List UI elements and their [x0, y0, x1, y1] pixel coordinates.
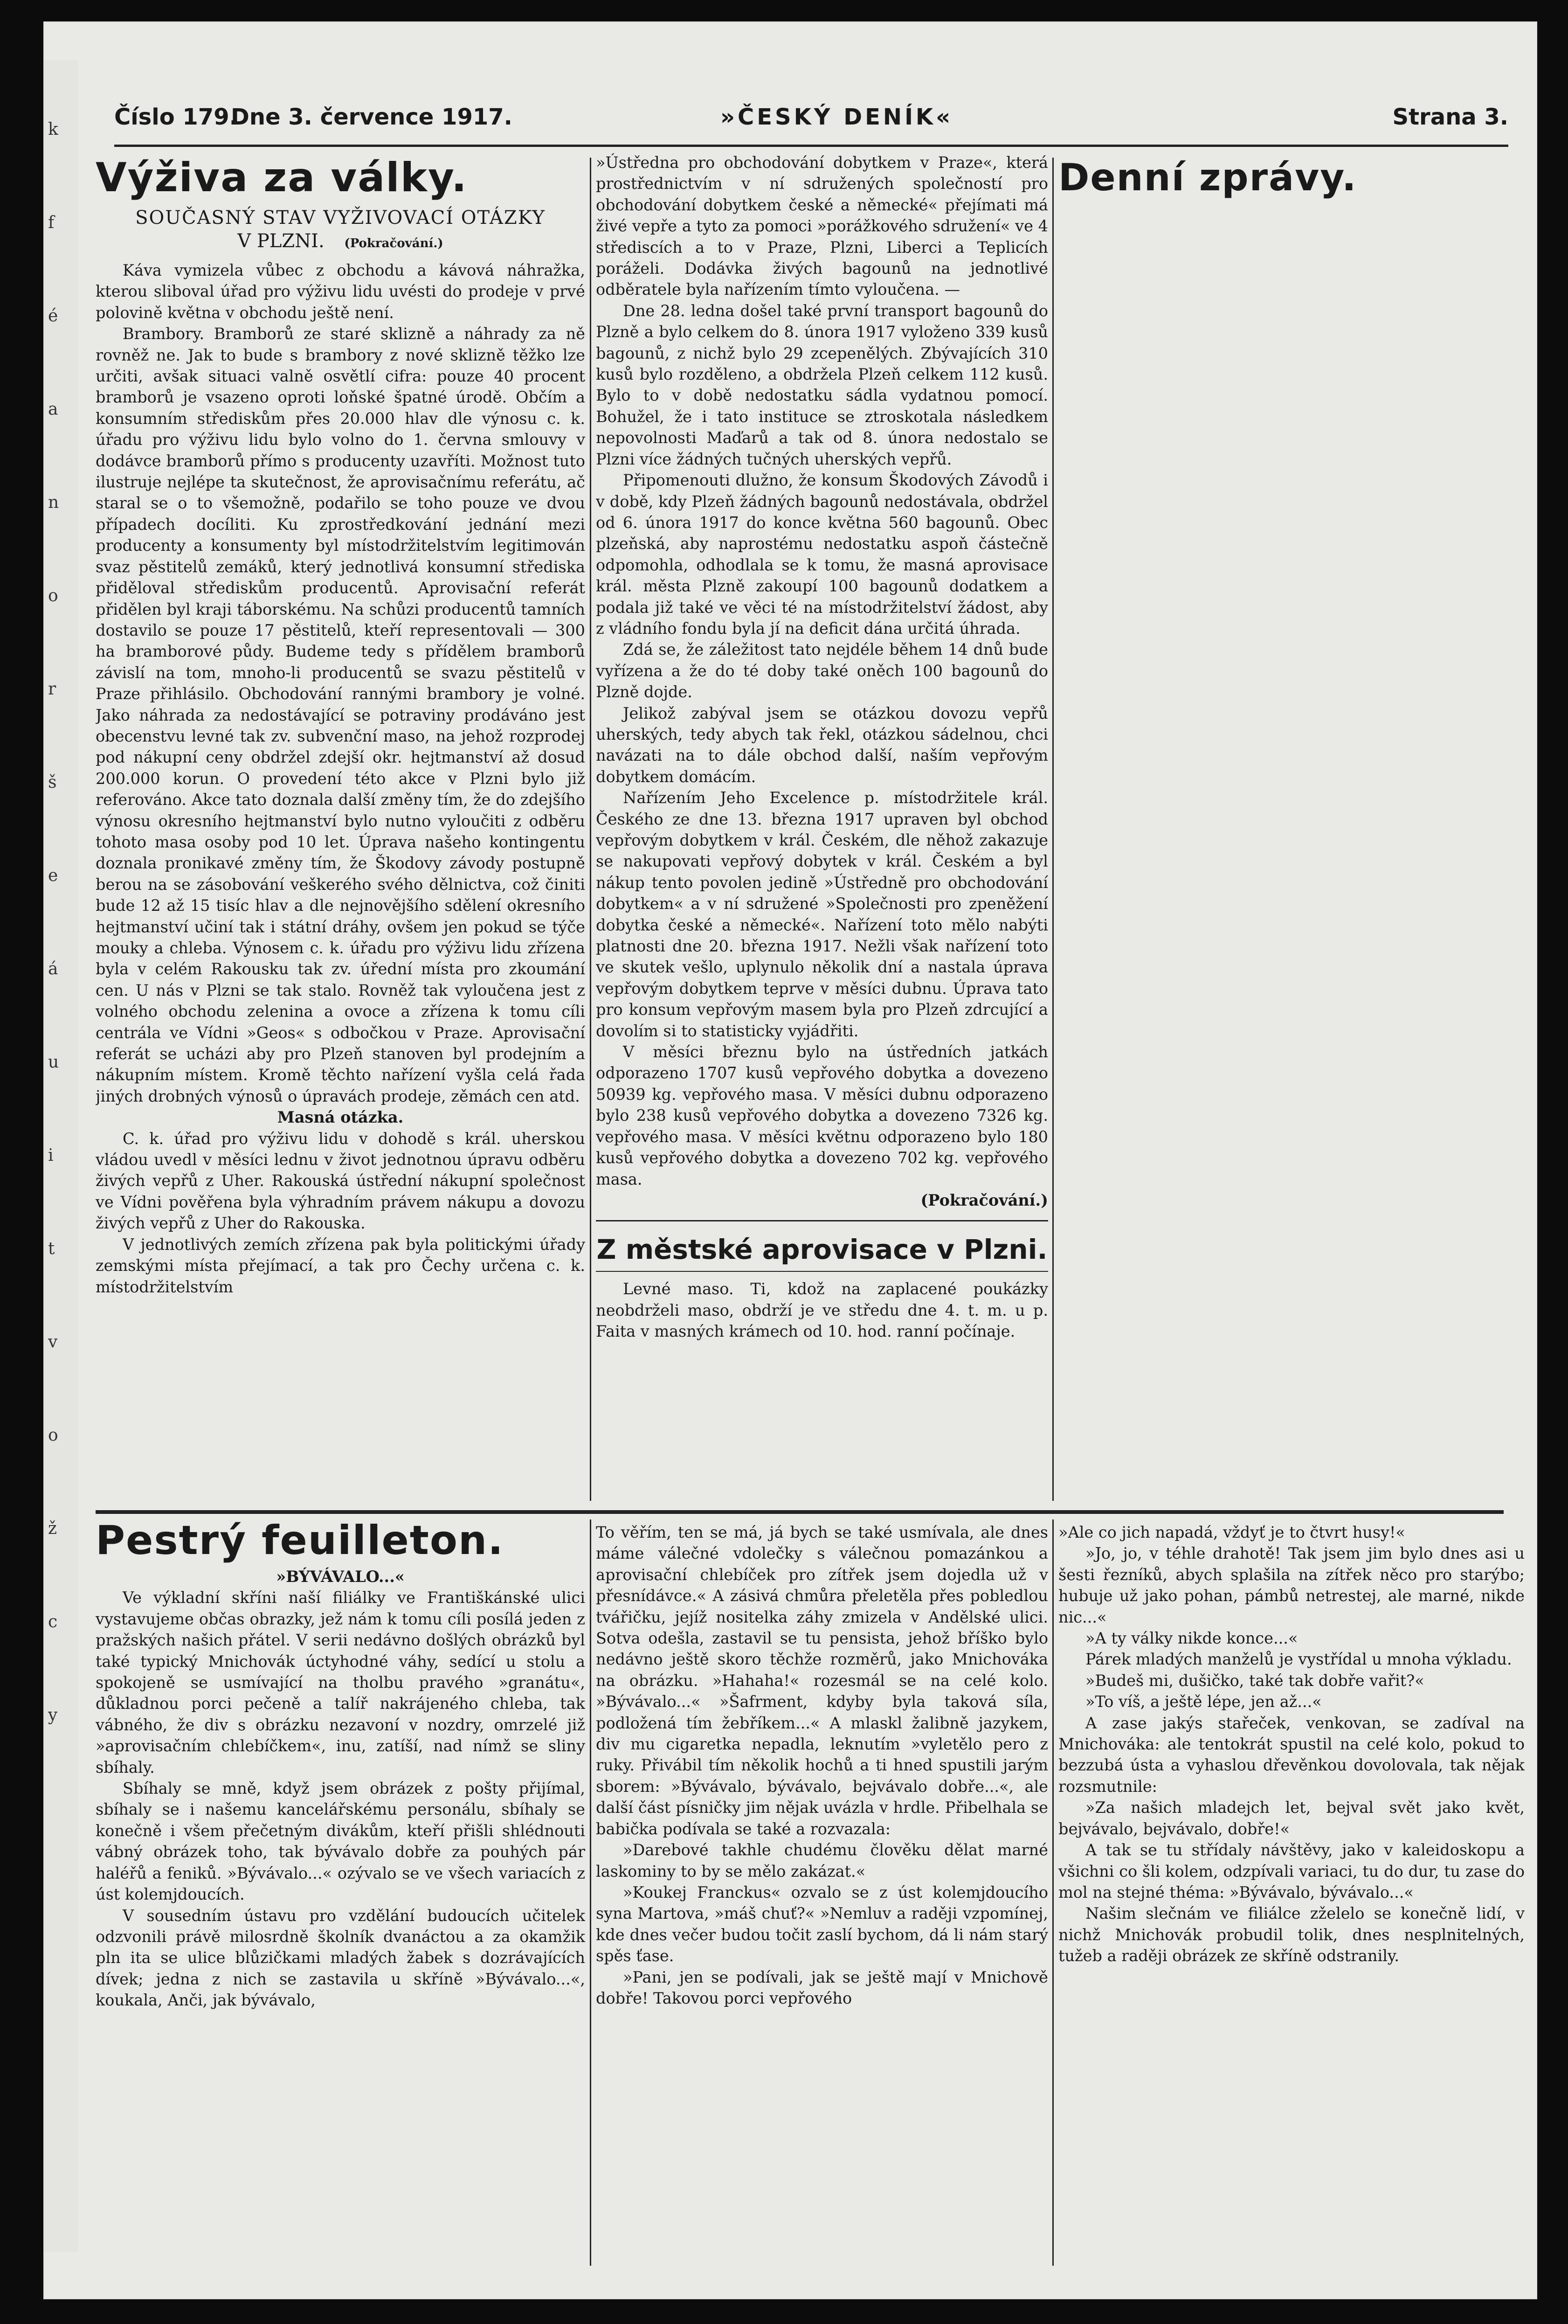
feuilleton-paragraph-15: »Za našich mladejch let, bejval svět jako květ, bejvávalo, bejvávalo, dobře!« [1058, 1798, 1525, 1838]
strip-letter: n [48, 493, 59, 512]
paragraph-regulation: Nařízením Jeho Excelence p. místodržitele král. Českého ze dne 13. března 1917 upraven byl obchod vepřovým dobytkem v král. Českém, dle něhož zakazuje se nakupovati vepřový dobytek v král. Českém a byl nákup tento povolen jedině »Ústředně pro obchodování dobytkem« a v ní sdružené »Společnosti pro zpeněžení dobytka české a německé«. Nařízení toto mělo nabýti platnosti dne 20. března 1917. Nežli však nařízení toto ve skutek vešlo, uplynulo několik dní a nastala úprava vepřovým dobytkem teprve v měsíci dubnu. Úprava tato pro konsum vepřovým masem byla pro Plzeň zdrcující a dovolím si to statisticky vyjádřiti. [596, 789, 1048, 1040]
feuilleton-rule [96, 1510, 1504, 1514]
feuilleton-paragraph-4: To věřím, ten se má, já bych se také usmívala, ale dnes máme válečné vdolečky s válečnou pomazánkou a aprovisační chlebíček pro zítřek jsem dojedla už v přesnídávce.« A zásivá chmůra přeletěla přes pobledlou tvářičku, jejíž nositelka záhy zmizela v Andělské ulici. Sotva odešla, zastavil se tu pensista, jehož bříško bylo nedávno ještě skoro těchže rozměrů, jako Mnichováka na obrázku. »Hahaha!« rozesmál se na celé kolo. »Bývávalo...« »Šafrment, kdyby byla taková síla, podložená tím žebříkem...« A mlaskl žalibně jazykem, div mu cigaretka nepadla, leknutím »vyletělo pero z ruky. Přivábil tím několik hochů a ti hned spustili jarým sborem: »Bývávalo, bývávalo, bejvávalo dobře...«, ale další část písničky jim nějak uvázla v hrdle. Přibelhala se babička podívala se také a rozvazala: [596, 1523, 1048, 1838]
news-column [1058, 152, 1525, 1495]
strip-letter: ž [48, 1519, 57, 1538]
feuilleton-paragraph-8: »Ale co jich napadá, vždyť je to čtvrt husy!« [1058, 1523, 1405, 1541]
strip-letter: o [48, 586, 58, 605]
feuilleton-paragraph-1: Ve výkladní skříni naší filiálky ve Františkánské ulici vystavujeme občas obrazky, jež nám k tomu cíli posílá jeden z pražských našich přátel. V serii nedávno došlých obrázků byl také typický Mnichovák úctyhodné váhy, sedící u stolu a spokojeně se usmívající na tholbu pravého »granátu«, důkladnou porci pečeně a talíř nakrájeného chleba, tak vábného, že div s obrázku nezavoní v nozdry, omrzelé již »aprovisačním chlebíčkem«, inu, zatíší, nad nímž se sliny sbíhaly. [96, 1589, 585, 1776]
strip-letter: š [48, 773, 57, 792]
feuilleton-paragraph-2: Sbíhaly se mně, když jsem obrázek z pošty přijímal, sbíhaly se i našemu kancelářskému personálu, sbíhaly se konečně i všem přečetným divákům, kteří přišli shlédnouti vábný obrázek toho, tak bývávalo dobře za pouhých pár haléřů a feniků. »Bývávalo...« ozývalo se ve všech variacích z úst kolemjdoucích. [96, 1779, 585, 1904]
feuilleton-paragraph-7: »Pani, jen se podívali, jak se ještě mají v Mnichově dobře! Takovou porci vepřového [596, 1968, 1048, 2007]
feuilleton-paragraph-16: A tak se tu střídaly návštěvy, jako v kaleidoskopu a všichni co šli kolem, odzpívali variaci, tu do dur, tu zase do mol na stejné théma: »Bývávalo, bývávalo...« [1058, 1841, 1525, 1901]
continued-note: (Pokračování.) [344, 236, 443, 250]
feuilleton-paragraph-6: »Koukej Franckus« ozvalo se z úst kolemjdoucího syna Martova, »máš chuť?« »Nemluv a raději vzpomínej, kde dnes večer budou točit zaslí bychom, dá li nám starý spěs ťase. [596, 1883, 1048, 1965]
feuilleton-title: Pestrý feuilleton. [96, 1517, 504, 1564]
feuilleton-column-2 [596, 1522, 1048, 2268]
paragraph-matter: Zdá se, že záležitost tato nejdéle během 14 dnů bude vyřízena a že do té doby také oněch 100 bagounů do Plzně dojde. [596, 640, 1048, 701]
article-subtitle: SOUČASNÝ STAV VYŽIVOVACÍ OTÁZKY [135, 207, 546, 229]
feuilleton-paragraph-17: Našim slečnám ve filiálce zželelo se konečně lidí, v nichž Mnichovák probudil tolik, dnes nesplnitelných, tužeb a raději obrázek ze skříně odstranily. [1058, 1904, 1525, 1965]
feuilleton-paragraph-3: V sousedním ústavu pro vzdělání budoucích učitelek odzvonili právě milosrdně školník dvanáctou a za okamžik pln ita se ulice blůzičkami mladých žabek s dozrávajících dívek; jedna z nich se zastavila u skříně »Bývávalo...«, koukala, Anči, jak bývávalo, [96, 1906, 585, 2010]
feuilleton-column-3 [1058, 1522, 1525, 2268]
aprovisation-title: Z městské aprovisace v Plzni. [596, 1234, 1048, 1266]
column-divider-1 [590, 158, 591, 1501]
page-number: Strana 3. [1392, 104, 1508, 130]
feuilleton-paragraph-14: A zase jakýs stařeček, venkovan, se zadíval na Mnichováka: ale tentokrát spustil na celé kolo, pokud to bezzubá ústa a vyhaslou dřevěnkou dovolovala, tak nějak rozsmutnile: [1058, 1714, 1525, 1796]
continued-end: (Pokračování.) [920, 1191, 1048, 1209]
strip-letter: o [48, 1426, 58, 1445]
strip-letter: t [48, 1239, 55, 1258]
paragraph-transport: Dne 28. ledna došel také první transport bagounů do Plzně a bylo celkem do 8. února 1917 vyloženo 339 kusů bagounů, z nichž bylo 29 zcepenělých. Zbývajících 310 kusů bylo rozděleno, a obdržela Plzeň celkem 112 kusů. Bylo to v době nedostatku sádla vydatnou pomocí. Bohužel, že i tato instituce se ztroskotala následkem nepovolnosti Maďarů a tak od 8. února nedostalo se Plzni více žádných tučných uherských vepřů. [596, 301, 1048, 468]
feuilleton-paragraph-5: »Darebové takhle chudému člověku dělat marné laskominy to by se mělo zakázat.« [596, 1841, 1048, 1880]
newspaper-page [44, 22, 1536, 2298]
article-food-column-1 [96, 152, 585, 1505]
paragraph-import: Jelikož zabýval jsem se otázkou dovozu vepřů uherských, tedy abych tak řekl, otázkou sádelnou, chci navázati na to dále obchod další, naším vepřovým dobytkem domácím. [596, 704, 1048, 786]
article-title: Výživa za války. [96, 154, 468, 201]
feuilleton-divider-2 [1052, 1519, 1054, 2266]
paragraph-potatoes: Brambory. Bramborů ze staré sklizně a náhrady za ně rovněž ne. Jak to bude s brambory z nové sklizně těžko lze určiti, avšak situaci valně osvětlí cifra: pouze 40 procent bramborů je vsazeno oproti loňské špatné úrodě. Občím a konsumním střediskům přes 20.000 hlav dle výnosu c. k. úřadu pro výživu lidu bylo volno do 1. června smlouvy v dodávce bramborů přímo s producenty uzavříti. Možnost tuto ilustruje nejlépe ta skutečnost, že aprovisačnímu referátu, ač staral se o to všemožně, podařilo se toho pouze ve dvou případech docíliti. Ku zprostředkování jednání mezi producenty a konsumenty byl místodržitelstvím legitimován svaz pěstitelů zemáků, který jednotlivá konsumní střediska přiděloval střediskům producentů. Aprovisační referát přidělen byl kraji táborskému. Na schůzi producentů tamních dostavilo se pouze 17 pěstitelů, kteří representovali — 300 ha bramborové půdy. Budeme tedy s přídělem bramborů závislí na tom, mnoho-li producentů se svazu pěstitelů v Praze přihlásilo. Obchodování rannými brambory je volné. Jako náhrada za nedostávající se potraviny prodáváno jest obecenstvu levné tak zv. subvenční maso, na jehož rozprodej pod nákupní ceny obdržel zdejší okr. hejtmanství až dosud 200.000 korun. O provedení této akce v Plzni bylo již referováno. Akce tato doznala další změny tím, že do zdejšího výnosu okresního hejtmanství bylo nutno vyloučiti z odběru tohoto masa osoby pod 10 let. Úprava našeho kontingentu doznala pronikavé změny tím, že Škodovy závody postupně berou na se zásobování veškerého svého dělnictva, což činiti bude 12 až 15 tisíc hlav a dle nejnovějšího sdělení okresního hejtmanství učiní tak i státní dráhy, ovšem jen pokud se týče mouky a chleba. Výnosem c. k. úřadu pro výživu lidu zřízena byla v celém Rakousku tak zv. úřední místa pro zkoumání cen. U nás v Plzni se tak stalo. Rovněž tak vyloučena jest z volného obchodu zelenina a ovoce a zřízena k tomu cíli centrála ve Vídni »Geos« s odbočkou v Praze. Aprovisační referát se ucházi aby pro Plzeň stanoven byl prodejním a nákupním místem. Kromě těchto nařízení vyšla celá řada jiných drobných výnosů o úpravách prodeje, zěmách cen atd. [96, 325, 585, 1105]
adjacent-page-strip [44, 60, 78, 2252]
strip-letter: é [48, 306, 58, 326]
aprovisation-rule [596, 1271, 1048, 1272]
paragraph-meat-2: V jednotlivých zemích zřízena pak byla politickými úřady zemskými místa přejímací, a tak pro Čechy určena c. k. místodržitelstvím [96, 1235, 585, 1296]
section-meat-question: Masná otázka. [277, 1108, 404, 1127]
strip-letter: á [48, 959, 58, 978]
feuilleton-divider-1 [590, 1519, 591, 2266]
strip-letter: f [48, 213, 55, 232]
paragraph-central-office: »Ústředna pro obchodování dobytkem v Praze«, která prostřednictvím v ní sdružených společností pro obchodování dobytkem české a německé« přejímati má živé vepře a tyto za pomoci »porážkového sdružení« ve 4 střediscích a to v Praze, Plzni, Liberci a Teplicích poráželi. Dodávka živých bagounů na jednotlivé odběratele byla nařízením tímto vyloučena. — [596, 153, 1048, 299]
strip-letter: a [48, 400, 58, 419]
paragraph-statistics: V měsíci březnu bylo na ústředních jatkách odporazeno 1707 kusů vepřového dobytka a dovezeno 50939 kg. vepřového masa. V měsíci dubnu odporazeno bylo 238 kusů vepřového dobytka a dovezeno 7326 kg. vepřového masa. V měsíci květnu odporazeno bylo 180 kusů vepřového dobytka a dovezeno 702 kg. vepřového masa. [596, 1043, 1048, 1188]
article-divider [596, 1220, 1048, 1221]
strip-letter: k [48, 120, 58, 139]
strip-letter: u [48, 1053, 59, 1072]
strip-letter: e [48, 866, 58, 885]
issue-date: Dne 3. července 1917. [231, 104, 512, 130]
article-subtitle-2 [96, 229, 585, 255]
paragraph-meat-1: C. k. úřad pro výživu lidu v dohodě s král. uherskou vládou uvedl v měsíci lednu v život jednotnou úpravu odběru živých vepřů z Uher. Rakouská ústřední nákupní společnost ve Vídni pověřena byla výhradním právem nákupu a dovozu živých vepřů z Uher do Rakouska. [96, 1129, 585, 1233]
issue-number: Číslo 179. [114, 104, 238, 130]
article-food-column-2 [596, 152, 1048, 1505]
paragraph-coffee: Káva vymizela vůbec z obchodu a kávová náhražka, kterou sliboval úřad pro výživu lidu uvésti do prodeje v prvé polovině května v obchodu ještě není. [96, 261, 585, 322]
news-title: Denní zprávy. [1058, 156, 1357, 199]
feuilleton-paragraph-13: »To víš, a ještě lépe, jen až...« [1085, 1693, 1322, 1711]
feuilleton-paragraph-12: »Budeš mi, dušičko, také tak dobře vařit?« [1085, 1671, 1424, 1690]
strip-letter: i [48, 1146, 54, 1165]
header-rule [114, 145, 1508, 147]
feuilleton-paragraph-9: »Jo, jo, v téhle drahotě! Tak jsem jim bylo dnes asi u šesti řezníků, abych splašila na zítřek něco pro starýbo; hubuje už jako pohan, pámbů netrestej, ale marné, nikde nic...« [1058, 1544, 1525, 1626]
strip-letter: v [48, 1332, 58, 1352]
feuilleton-column-1 [96, 1515, 585, 2270]
column-divider-2 [1052, 158, 1054, 1501]
strip-letter: c [48, 1612, 58, 1631]
strip-letter: r [48, 680, 56, 699]
feuilleton-paragraph-11: Párek mladých manželů je vystřídal u mnoha výkladu. [1085, 1650, 1512, 1669]
strip-letter: y [48, 1706, 58, 1725]
newspaper-name: »ČESKÝ DENÍK« [720, 104, 953, 130]
feuilleton-heading: »BÝVÁVALO...« [276, 1568, 405, 1586]
page-header [114, 104, 1508, 141]
paragraph-cheap-meat: Levné maso. Ti, kdož na zaplacené poukázky neobdrželi maso, obdrží je ve středu dne 4. t. m. u p. Faita v masných krámech od 10. hod. ranní počínaje. [596, 1280, 1048, 1341]
subtitle-place: V PLZNI. [237, 230, 325, 252]
feuilleton-paragraph-10: »A ty války nikde konce...« [1085, 1629, 1298, 1648]
paragraph-skoda: Připomenouti dlužno, že konsum Škodových Závodů i v době, kdy Plzeň žádných bagounů nedostávala, obdržel od 6. února 1917 do konce května 560 bagounů. Obec plzeňská, aby naprostému nedostatku aspoň částečně odpomohla, odhodlala se k tomu, že masná aprovisace král. města Plzně zakoupí 100 bagounů dodatkem a podala již také ve věci té na místodržitelství žádost, aby z vládního fondu byla jí na deficit dána určitá úhrada. [596, 471, 1048, 638]
